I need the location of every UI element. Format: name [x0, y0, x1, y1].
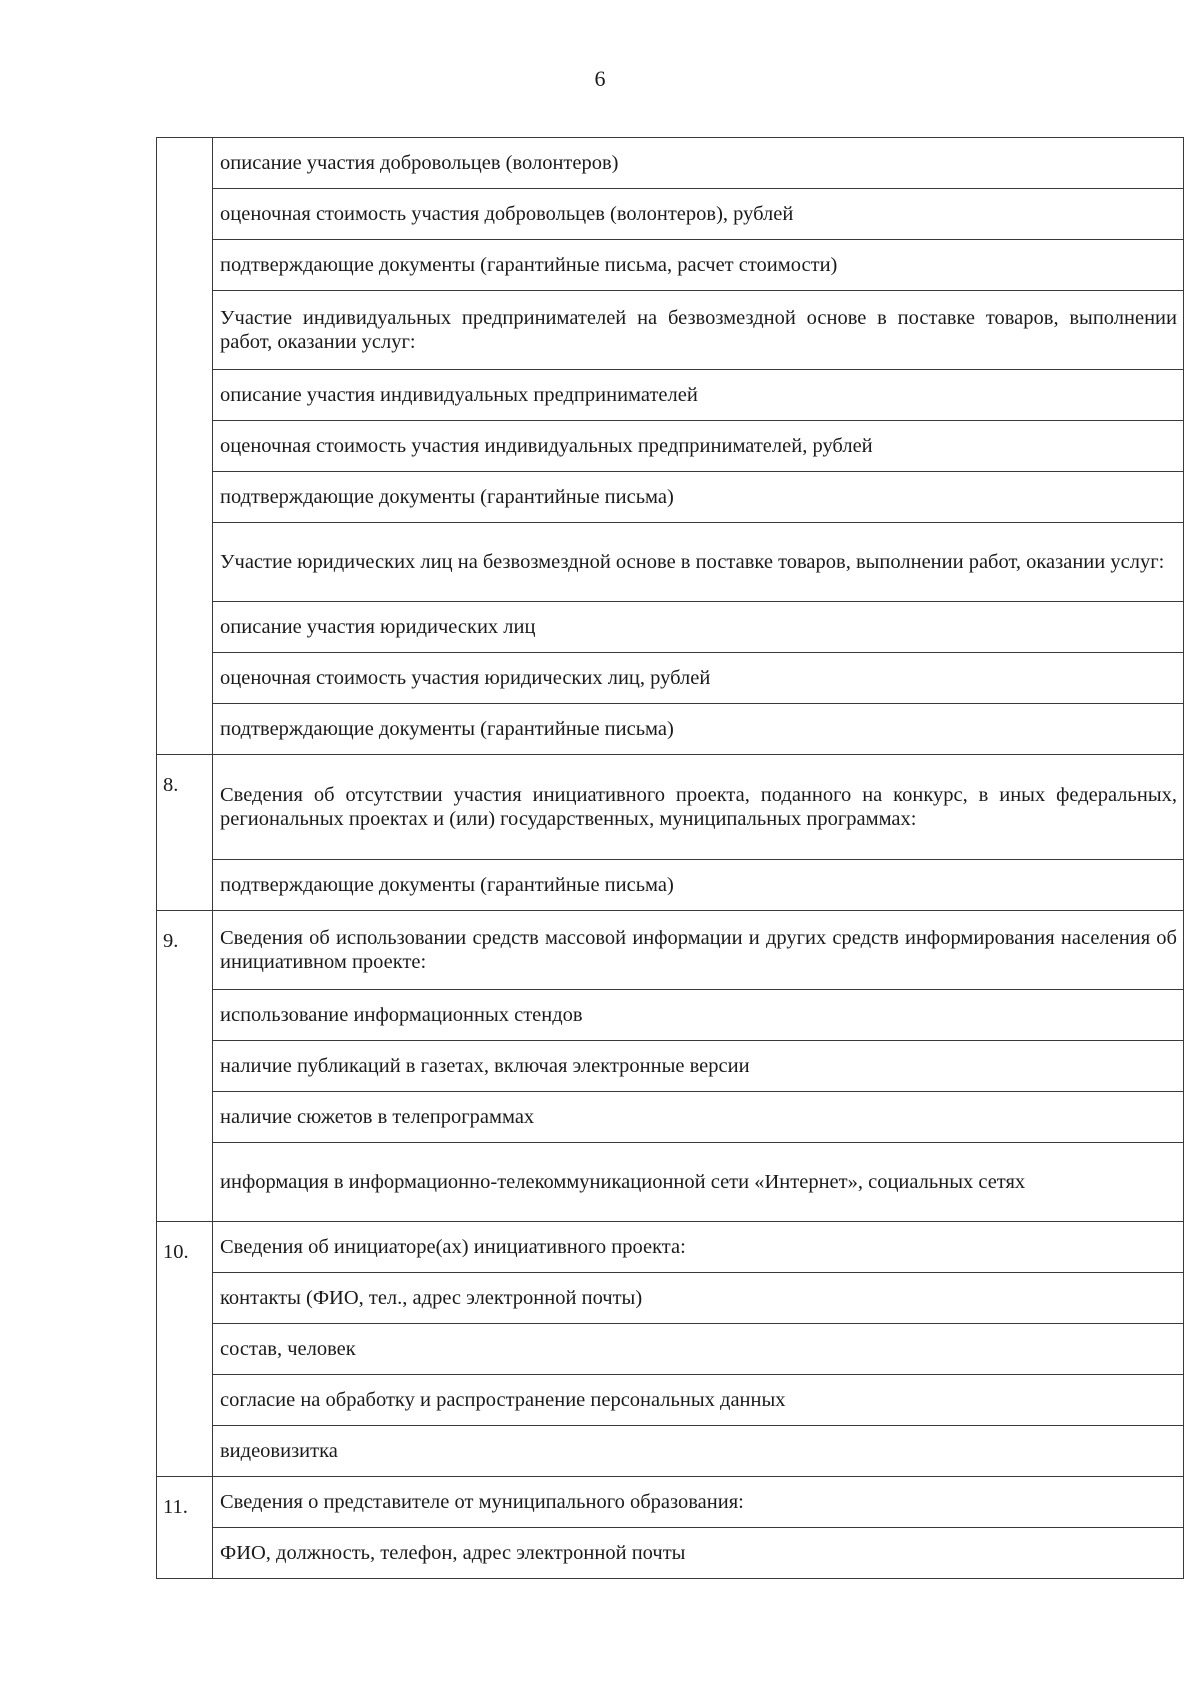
- row-text: наличие сюжетов в телепрограммах: [220, 1106, 535, 1128]
- row-text: подтверждающие документы (гарантийные письма): [220, 486, 674, 508]
- row-text: наличие публикаций в газетах, включая электронные версии: [220, 1055, 750, 1077]
- row-text: ФИО, должность, телефон, адрес электронной почты: [220, 1542, 686, 1564]
- row-text: Сведения о представителе от муниципального образования:: [220, 1491, 744, 1513]
- row-text: Участие индивидуальных предпринимателей на безвозмездной основе в поставке товаров, выполнении работ, оказании услуг:: [220, 307, 1177, 353]
- table-row: [157, 1477, 1184, 1528]
- row-text: Сведения об инициаторе(ах) инициативного проекта:: [220, 1236, 686, 1258]
- table-row: [157, 704, 1184, 755]
- section-number: 9.: [157, 911, 213, 1222]
- row-text: описание участия добровольцев (волонтеров): [220, 152, 619, 174]
- table-row: [157, 523, 1184, 602]
- row-text: Сведения об использовании средств массовой информации и других средств информирования населения об инициативном проекте:: [220, 927, 1177, 973]
- table-row: [157, 990, 1184, 1041]
- table-row: [157, 1143, 1184, 1222]
- row-text: видеовизитка: [220, 1440, 338, 1462]
- row-text: подтверждающие документы (гарантийные письма, расчет стоимости): [220, 254, 838, 276]
- row-text: оценочная стоимость участия юридических лиц, рублей: [220, 667, 711, 689]
- page-number: 6: [594, 66, 606, 91]
- row-text: описание участия юридических лиц: [220, 616, 536, 638]
- row-text: подтверждающие документы (гарантийные письма): [220, 718, 674, 740]
- row-text: оценочная стоимость участия добровольцев (волонтеров), рублей: [220, 203, 794, 225]
- application-form-table: [156, 137, 1184, 1579]
- row-text: использование информационных стендов: [220, 1004, 583, 1026]
- section-number: 8.: [157, 755, 213, 911]
- section-number: [157, 138, 213, 755]
- table-row: [157, 1041, 1184, 1092]
- table-row: [157, 653, 1184, 704]
- table-row: [157, 911, 1184, 990]
- table-row: [157, 602, 1184, 653]
- table-row: [157, 1273, 1184, 1324]
- row-text: оценочная стоимость участия индивидуальных предпринимателей, рублей: [220, 435, 873, 457]
- table-row: [157, 421, 1184, 472]
- row-text: Участие юридических лиц на безвозмездной основе в поставке товаров, выполнении работ, оказании услуг:: [220, 551, 1165, 573]
- row-text: информация в информационно-телекоммуникационной сети «Интернет», социальных сетях: [220, 1171, 1026, 1193]
- table-row: [157, 1528, 1184, 1579]
- row-text: описание участия индивидуальных предпринимателей: [220, 384, 698, 406]
- row-text: контакты (ФИО, тел., адрес электронной почты): [220, 1287, 643, 1309]
- table-row: [157, 1222, 1184, 1273]
- row-text: Сведения об отсутствии участия инициативного проекта, поданного на конкурс, в иных федеральных, региональных проектах и (или) государственных, муниципальных программах:: [220, 784, 1177, 830]
- table-row: [157, 240, 1184, 291]
- table-row: [157, 1375, 1184, 1426]
- table-row: [157, 1092, 1184, 1143]
- table-row: [157, 755, 1184, 860]
- table-row: [157, 860, 1184, 911]
- row-text: подтверждающие документы (гарантийные письма): [220, 874, 674, 896]
- table-row: [157, 370, 1184, 421]
- table-row: [157, 1324, 1184, 1375]
- table-row: [157, 472, 1184, 523]
- table-row: [157, 138, 1184, 189]
- section-number: 10.: [157, 1222, 213, 1477]
- section-number: 11.: [157, 1477, 213, 1579]
- table-body: [157, 138, 1184, 1579]
- table-row: [157, 189, 1184, 240]
- row-text: состав, человек: [220, 1338, 356, 1360]
- row-text: согласие на обработку и распространение персональных данных: [220, 1389, 786, 1411]
- table-row: [157, 1426, 1184, 1477]
- table-row: [157, 291, 1184, 370]
